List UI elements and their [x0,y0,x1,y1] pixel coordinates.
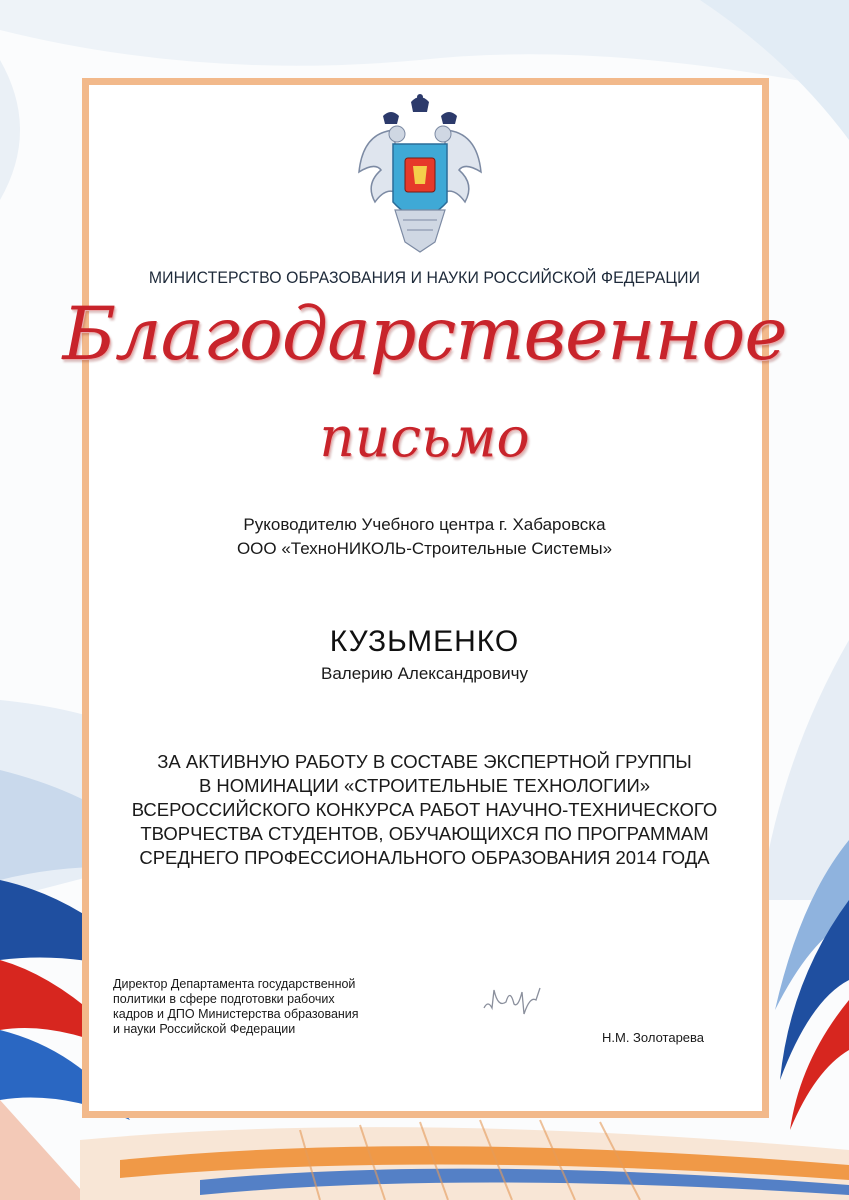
signatory-title-line: Директор Департамента государственной [113,977,356,991]
title-line1: Благодарственное [62,292,787,377]
signatory-title [113,977,413,1037]
recipient-given-names: Валерию Александровичу [321,664,528,683]
recipient-position-line2: ООО «ТехноНИКОЛЬ-Строительные Системы» [236,539,613,558]
merit-line: В НОМИНАЦИИ «СТРОИТЕЛЬНЫЕ ТЕХНОЛОГИИ» [198,775,651,796]
ministry-header: МИНИСТЕРСТВО ОБРАЗОВАНИЯ И НАУКИ РОССИЙСКОЙ ФЕДЕРАЦИИ [148,268,701,287]
recipient-position-line1: Руководителю Учебного центра г. Хабаровска [243,515,606,534]
merit-line: ТВОРЧЕСТВА СТУДЕНТОВ, ОБУЧАЮЩИХСЯ ПО ПРОГРАММАМ [140,823,709,844]
title-line2: письмо [319,405,530,469]
signatory-name: Н.М. Золотарева [602,1030,705,1045]
signature-icon [478,978,558,1028]
ministry-emblem-icon [355,92,485,257]
recipient-surname: КУЗЬМЕНКО [329,625,520,658]
signatory-title-line: и науки Российской Федерации [113,1022,296,1036]
signatory-title-line: кадров и ДПО Министерства образования [113,1007,359,1021]
merit-line: ВСЕРОССИЙСКОГО КОНКУРСА РАБОТ НАУЧНО-ТЕХНИЧЕСКОГО [131,799,718,820]
signatory-title-line: политики в сфере подготовки рабочих [113,992,335,1006]
merit-text [0,750,849,870]
merit-line: ЗА АКТИВНУЮ РАБОТУ В СОСТАВЕ ЭКСПЕРТНОЙ ГРУППЫ [157,751,692,772]
merit-line: СРЕДНЕГО ПРОФЕССИОНАЛЬНОГО ОБРАЗОВАНИЯ 2014 ГОДА [139,847,710,868]
